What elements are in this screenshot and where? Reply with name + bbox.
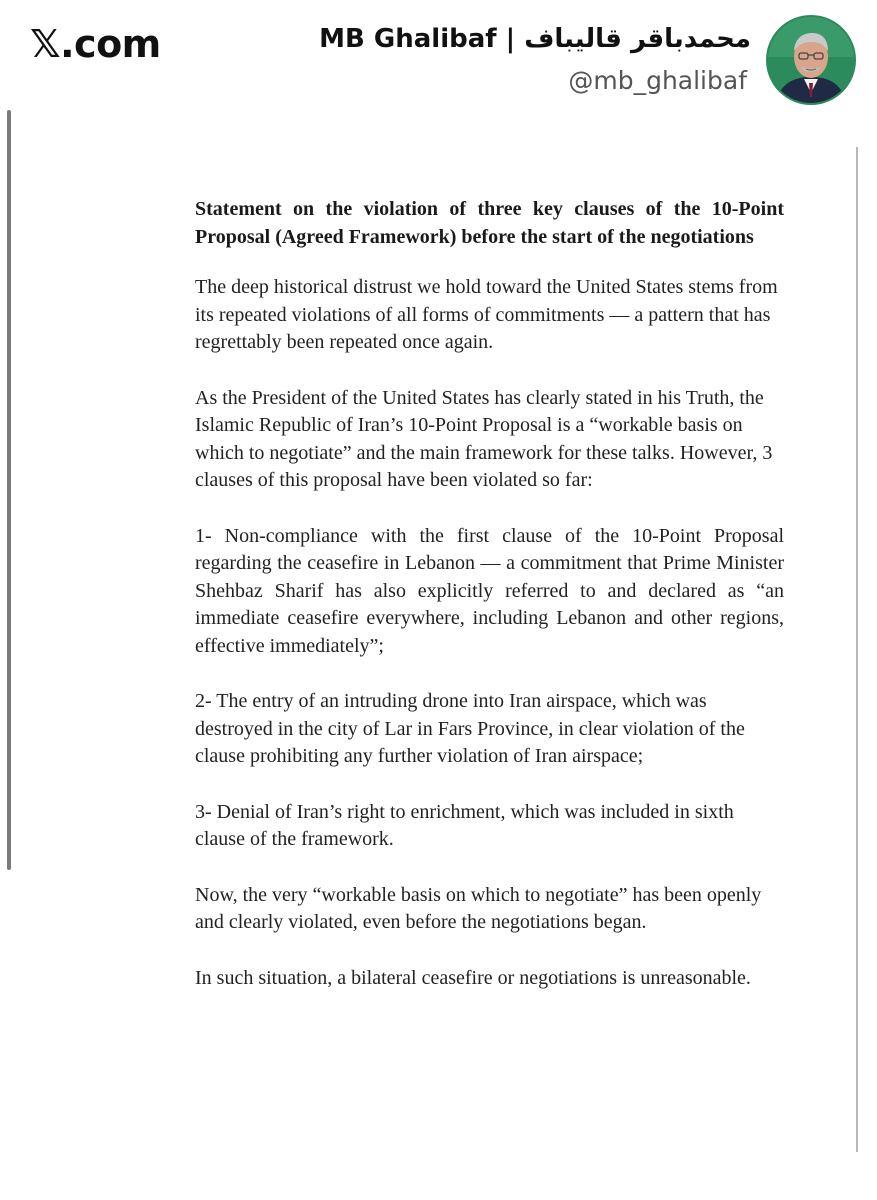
scrollbar-left[interactable]: [7, 110, 11, 870]
statement-document: [195, 196, 784, 1020]
x-logo[interactable]: 𝕏.com: [30, 22, 161, 66]
statement-conclusion: In such situation, a bilateral ceasefire or negotiations is unreasonable.: [195, 966, 751, 989]
statement-title: Statement on the violation of three key clauses of the 10-Point Proposal (Agreed Framework) before the start of the negotiations: [195, 198, 784, 248]
profile-handle[interactable]: @mb_ghalibaf: [568, 66, 747, 95]
statement-clause-2: 2- The entry of an intruding drone into Iran airspace, which was destroyed in the city of Lar in Fars Province, in clear violation of the clause prohibiting any further violation of Iran airspace;: [195, 690, 745, 767]
statement-paragraph: The deep historical distrust we hold toward the United States stems from its repeated violations of all forms of commitments — a pattern that has regrettably been repeated once again.: [195, 276, 778, 353]
statement-paragraph: As the President of the United States has clearly stated in his Truth, the Islamic Republic of Iran’s 10-Point Proposal is a “workable basis on which to negotiate” and the main framework for these talks. However, 3 clauses of this proposal have been violated so far:: [195, 386, 773, 491]
avatar[interactable]: [766, 15, 856, 105]
profile-display-name[interactable]: MB Ghalibaf | محمدباقر قالیباف: [319, 24, 751, 54]
statement-clause-1: 1- Non-compliance with the first clause of the 10-Point Proposal regarding the ceasefire in Lebanon — a commitment that Prime Minister Shehbaz Sharif has also explicitly referred to and declared as “an immediate ceasefire everywhere, including Lebanon and other regions, effective immediately”;: [195, 524, 784, 657]
statement-paragraph: Now, the very “workable basis on which to negotiate” has been openly and clearly violated, even before the negotiations began.: [195, 883, 762, 933]
statement-clause-3: 3- Denial of Iran’s right to enrichment, which was included in sixth clause of the framework.: [195, 800, 734, 850]
scrollbar-right[interactable]: [856, 147, 858, 1152]
profile-photo-icon: [768, 17, 854, 103]
